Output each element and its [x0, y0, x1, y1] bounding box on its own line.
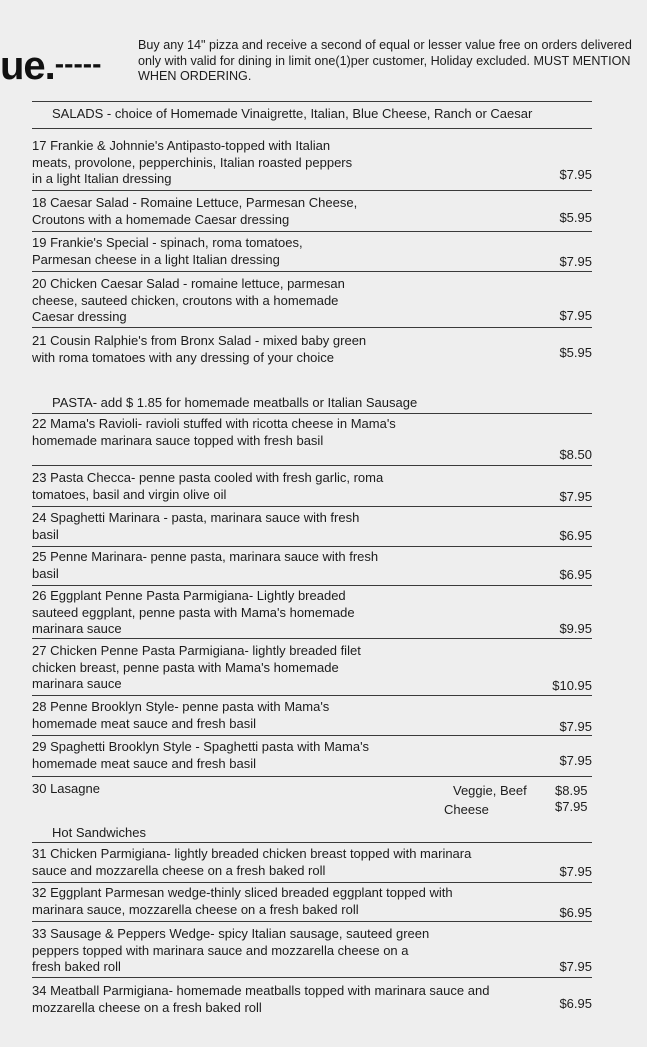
item-price: $5.95 [559, 345, 592, 360]
salads-section-title: SALADS - choice of Homemade Vinaigrette, Italian, Blue Cheese, Ranch or Caesar [52, 106, 533, 121]
menu-item [32, 333, 592, 383]
section-rule [32, 128, 592, 129]
menu-item [32, 926, 592, 978]
item-price: $6.95 [559, 996, 592, 1011]
item-price: $7.95 [559, 753, 592, 768]
item-description: 27 Chicken Penne Pasta Parmigiana- lightly breaded filet chicken breast, penne pasta with Mama's homemade marinara sauce [32, 643, 361, 691]
pasta-section-title: PASTA- add $ 1.85 for homemade meatballs or Italian Sausage [52, 395, 418, 410]
item-price: $6.95 [559, 567, 592, 582]
heading-dashes: ----- [54, 48, 102, 79]
item-description: 29 Spaghetti Brooklyn Style - Spaghetti pasta with Mama's homemade meat sauce and fresh basil [32, 739, 370, 771]
item-price: $7.95 [559, 959, 592, 974]
menu-item [32, 885, 592, 922]
item-description: 26 Eggplant Penne Pasta Parmigiana- Lightly breaded sauteed eggplant, penne pasta with Mama's homemade marinara sauce [32, 588, 355, 636]
item-description: 20 Chicken Caesar Salad - romaine lettuce, parmesan cheese, sauteed chicken, croutons with a homemade Caesar dressing [32, 276, 345, 324]
item-price: $7.95 [559, 308, 592, 323]
item-description: 28 Penne Brooklyn Style- penne pasta with Mama's homemade meat sauce and fresh basil [32, 699, 330, 731]
promo-text: Buy any 14" pizza and receive a second of equal or lesser value free on orders delivered only with valid for dining in limit one(1)per customer, Holiday excluded. MUST MENTION WHEN ORDERING. [138, 38, 632, 83]
menu-item [32, 510, 592, 547]
item-price: $8.50 [559, 447, 592, 462]
item-price: $8.95 [555, 783, 588, 798]
item-description: 25 Penne Marinara- penne pasta, marinara sauce with fresh basil [32, 549, 379, 581]
item-description: 21 Cousin Ralphie's from Bronx Salad - mixed baby green with roma tomatoes with any dressing of your choice [32, 333, 367, 365]
item-price: $10.95 [552, 678, 592, 693]
menu-item [32, 983, 592, 1023]
menu-item [32, 699, 592, 736]
menu-item [32, 138, 592, 191]
section-rule [32, 842, 592, 843]
menu-item [32, 276, 592, 328]
menu-item [32, 588, 592, 639]
item-price: $6.95 [559, 528, 592, 543]
item-price: $7.95 [559, 864, 592, 879]
menu-item [32, 235, 592, 272]
item-description: 24 Spaghetti Marinara - pasta, marinara sauce with fresh basil [32, 510, 360, 542]
item-description: 23 Pasta Checca- penne pasta cooled with fresh garlic, roma tomatoes, basil and virgin olive oil [32, 470, 384, 502]
section-rule [32, 101, 592, 102]
item-price: $7.95 [559, 489, 592, 504]
lasagne-option: Cheese [444, 802, 489, 817]
lasagne-option: Veggie, Beef [453, 783, 527, 798]
menu-item [32, 549, 592, 586]
menu-item [32, 195, 592, 232]
heading-text: ue. [0, 44, 55, 88]
item-description: 17 Frankie & Johnnie's Antipasto-topped with Italian meats, provolone, pepperchinis, Italian roasted peppers in a light Italian dressing [32, 138, 353, 186]
item-description: 22 Mama's Ravioli- ravioli stuffed with ricotta cheese in Mama's homemade marinara sauce topped with fresh basil [32, 416, 396, 448]
item-description: 31 Chicken Parmigiana- lightly breaded chicken breast topped with marinara sauce and mozzarella cheese on a fresh baked roll [32, 846, 472, 878]
item-description: 33 Sausage & Peppers Wedge- spicy Italian sausage, sauteed green peppers topped with marinara sauce and mozzarella cheese on a fresh baked roll [32, 926, 430, 974]
item-price: $7.95 [559, 254, 592, 269]
section-rule [32, 413, 592, 414]
menu-item [32, 470, 592, 507]
page-heading [0, 42, 101, 88]
menu-item [32, 643, 592, 696]
item-price: $7.95 [559, 167, 592, 182]
item-description: 32 Eggplant Parmesan wedge-thinly sliced breaded eggplant topped with marinara sauce, mozzarella cheese on a fresh baked roll [32, 885, 453, 917]
item-description: 34 Meatball Parmigiana- homemade meatballs topped with marinara sauce and mozzarella cheese on a fresh baked roll [32, 983, 490, 1015]
menu-item [32, 739, 592, 777]
sandwiches-section-title: Hot Sandwiches [52, 825, 146, 840]
item-price: $7.95 [559, 719, 592, 734]
item-description: 19 Frankie's Special - spinach, roma tomatoes, Parmesan cheese in a light Italian dressing [32, 235, 303, 267]
item-price: $9.95 [559, 621, 592, 636]
item-description: 30 Lasagne [32, 781, 100, 796]
item-description: 18 Caesar Salad - Romaine Lettuce, Parmesan Cheese, Croutons with a homemade Caesar dressing [32, 195, 358, 227]
menu-item [32, 416, 592, 466]
menu-item [32, 846, 592, 883]
item-price: $6.95 [559, 905, 592, 920]
item-price: $7.95 [555, 799, 588, 814]
item-price: $5.95 [559, 210, 592, 225]
